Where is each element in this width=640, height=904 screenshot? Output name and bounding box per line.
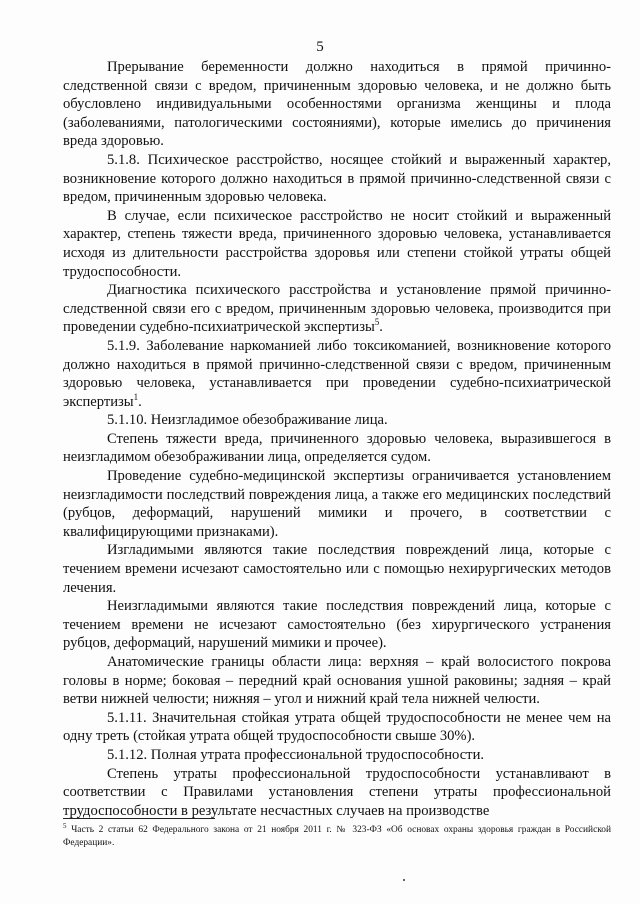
body-text — [63, 58, 611, 820]
paragraph: Изгладимыми являются такие последствия повреждений лица, которые с течением времени исчезают самостоятельно или с помощью нехирургических методов лечения. — [63, 542, 611, 596]
footnote-text: Часть 2 статьи 62 Федерального закона от 21 ноября 2011 г. № 323-ФЗ «Об основах охраны здоровья граждан в Российской Федерации». — [63, 825, 612, 848]
footnote — [63, 821, 612, 849]
paragraph: Анатомические границы области лица: верхняя – край волосистого покрова головы в норме; боковая – передний край основания ушной раковины; задняя – край ветви нижней челюсти; нижняя – угол и нижний край тела нижней челюсти. — [63, 654, 611, 708]
paragraph-text: Диагностика психического расстройства и установление прямой причинно-следственной связи его с вредом, причиненным здоровью человека, производится при проведении судебно-психиатрической экспертизы — [63, 282, 611, 336]
paragraph: 5.1.10. Неизгладимое обезображивание лица. — [107, 412, 388, 429]
footnote-marker: 5 — [63, 821, 67, 830]
paragraph: Степень тяжести вреда, причиненного здоровью человека, выразившегося в неизгладимом обезображивании лица, определяется судом. — [63, 430, 611, 466]
paragraph: Степень утраты профессиональной трудоспособности устанавливают в соответствии с Правилами установления степени утраты профессиональной трудоспособности в результате несчастных случаев на производстве — [63, 765, 611, 819]
paragraph: Прерывание беременности должно находиться в прямой причинно-следственной связи с вредом, причиненным здоровью человека, и не должно быть обусловлено индивидуальными особенностями организма женщины и плода (заболеваниями, патологическими состояниями), которые имелись до причинения вреда здоровью. — [63, 59, 611, 150]
sentence-end: . — [379, 319, 383, 336]
footnote-divider — [63, 818, 215, 819]
sentence-end: . — [138, 393, 142, 410]
footnote-reference: 1 — [133, 391, 139, 402]
paragraph-text: 5.1.9. Заболевание наркоманией либо токсикоманией, возникновение которого должно находиться в прямой причинно-следственной связи с вредом, причиненным здоровью человека, устанавливается при проведении судебно-психиатрической экспертизы — [63, 337, 611, 410]
paragraph: Проведение судебно-медицинской экспертизы ограничивается установлением неизгладимости последствий повреждения лица, а также его медицинских последствий (рубцов, деформаций, нарушений мимики и прочего, в соответствии с квалифицирующими признаками). — [63, 468, 611, 540]
paragraph: В случае, если психическое расстройство не носит стойкий и выраженный характер, степень тяжести вреда, причиненного здоровью человека, устанавливается исходя из длительности расстройства здоровья или степени стойкой утраты общей трудоспособности. — [63, 207, 611, 280]
scan-artifact-dot — [403, 879, 405, 881]
page-number: 5 — [316, 39, 324, 55]
paragraph: 5.1.11. Значительная стойкая утрата общей трудоспособности не менее чем на одну треть (стойкая утрата общей трудоспособности свыше 30%). — [63, 709, 611, 745]
paragraph: Неизгладимыми являются такие последствия повреждений лица, которые с течением времени не исчезают самостоятельно (без хирургического устранения рубцов, деформаций, нарушений мимики и прочее). — [63, 598, 611, 652]
paragraph — [63, 337, 611, 411]
paragraph — [63, 281, 611, 337]
footnote-reference: 5 — [374, 317, 380, 328]
paragraph: 5.1.8. Психическое расстройство, носящее стойкий и выраженный характер, возникновение которого должно находиться в прямой причинно-следственной связи с вредом, причиненным здоровью человека. — [63, 151, 611, 206]
paragraph: 5.1.12. Полная утрата профессиональной трудоспособности. — [107, 746, 485, 763]
